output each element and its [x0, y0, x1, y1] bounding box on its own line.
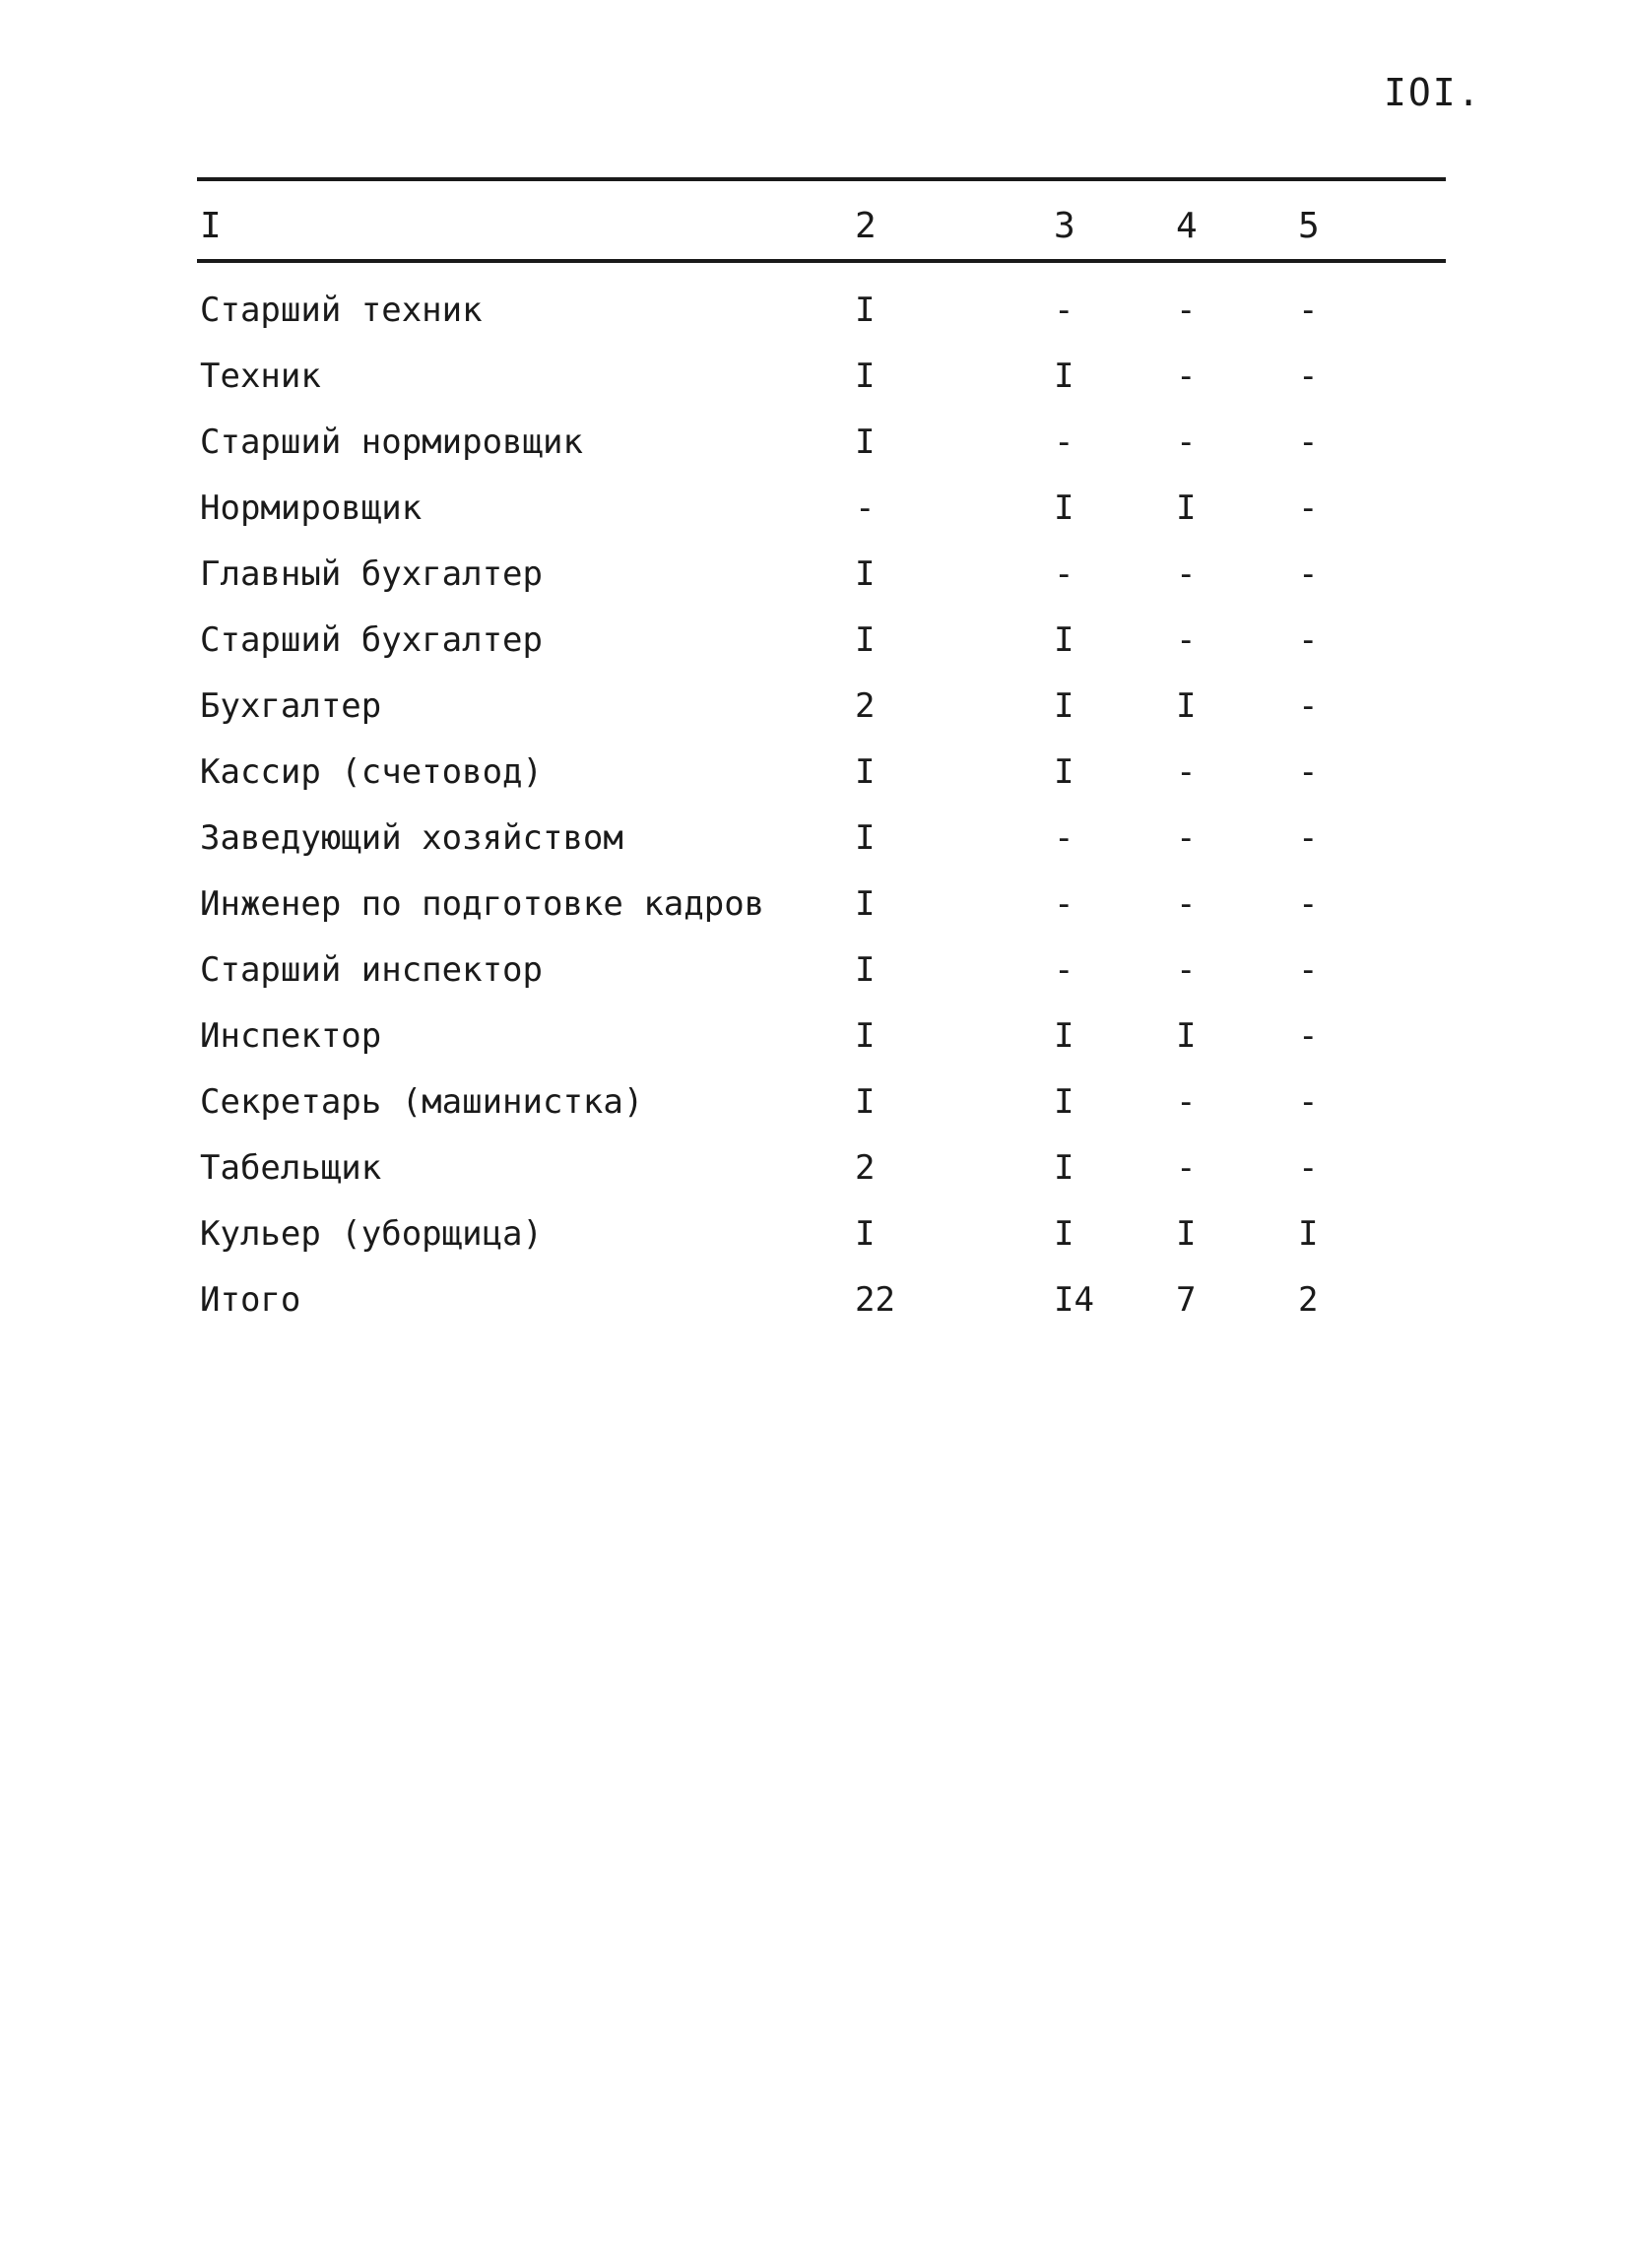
table-row — [0, 1204, 1629, 1264]
count-cell: I — [855, 884, 876, 924]
table-row — [0, 545, 1629, 604]
table-row — [0, 1006, 1629, 1066]
count-cell: I — [855, 1016, 876, 1056]
count-cell: - — [1298, 686, 1319, 726]
table-header-rule — [197, 259, 1446, 263]
position-name-cell: Бухгалтер — [200, 686, 382, 726]
count-cell: - — [1298, 356, 1319, 396]
count-cell: I — [1054, 752, 1075, 792]
count-cell: - — [1176, 752, 1197, 792]
count-cell: - — [1176, 356, 1197, 396]
count-cell: I4 — [1054, 1280, 1094, 1320]
position-name-cell: Нормировщик — [200, 488, 423, 528]
count-cell: I — [855, 752, 876, 792]
count-cell: - — [1298, 884, 1319, 924]
count-cell: I — [1176, 686, 1197, 726]
count-cell: - — [1176, 1148, 1197, 1188]
count-cell: I — [855, 356, 876, 396]
count-cell: I — [855, 291, 876, 330]
count-cell: - — [1298, 1082, 1319, 1122]
table-header-row — [0, 197, 1629, 256]
table-row — [0, 1270, 1629, 1329]
count-cell: - — [1176, 818, 1197, 858]
count-cell: - — [1176, 950, 1197, 990]
count-cell: - — [1054, 884, 1075, 924]
table-top-rule — [197, 177, 1446, 181]
count-cell: I — [1176, 1214, 1197, 1254]
count-cell: I — [855, 950, 876, 990]
position-name-cell: Старший нормировщик — [200, 422, 583, 462]
table-row — [0, 611, 1629, 670]
count-cell: - — [1176, 1082, 1197, 1122]
count-cell: I — [1176, 488, 1197, 528]
count-cell: - — [1054, 291, 1075, 330]
count-cell: - — [1054, 554, 1075, 594]
count-cell: I — [1176, 1016, 1197, 1056]
position-name-cell: Инспектор — [200, 1016, 382, 1056]
position-name-cell: Старший инспектор — [200, 950, 543, 990]
count-cell: - — [1298, 1148, 1319, 1188]
position-name-cell: Заведующий хозяйством — [200, 818, 623, 858]
count-cell: - — [1298, 488, 1319, 528]
page-number: IOI. — [1384, 71, 1482, 114]
count-cell: - — [1298, 620, 1319, 660]
count-cell: I — [1054, 686, 1075, 726]
table-row — [0, 281, 1629, 340]
position-name-cell: Инженер по подготовке кадров — [200, 884, 765, 924]
header-col-1: I — [200, 206, 222, 246]
count-cell: - — [1298, 554, 1319, 594]
count-cell: I — [855, 818, 876, 858]
count-cell: I — [855, 554, 876, 594]
count-cell: - — [1176, 554, 1197, 594]
count-cell: 22 — [855, 1280, 895, 1320]
count-cell: - — [1298, 752, 1319, 792]
table-row — [0, 1072, 1629, 1132]
count-cell: I — [1298, 1214, 1319, 1254]
table-row — [0, 940, 1629, 1000]
count-cell: I — [1054, 620, 1075, 660]
table-row — [0, 743, 1629, 802]
header-col-3: 3 — [1054, 206, 1075, 246]
count-cell: - — [1176, 422, 1197, 462]
count-cell: - — [1054, 950, 1075, 990]
count-cell: I — [1054, 488, 1075, 528]
count-cell: - — [1176, 884, 1197, 924]
position-name-cell: Секретарь (машинистка) — [200, 1082, 644, 1122]
count-cell: I — [1054, 356, 1075, 396]
count-cell: I — [1054, 1016, 1075, 1056]
header-col-4: 4 — [1176, 206, 1198, 246]
count-cell: I — [855, 1082, 876, 1122]
table-row — [0, 347, 1629, 406]
count-cell: I — [855, 422, 876, 462]
count-cell: I — [1054, 1148, 1075, 1188]
position-name-cell: Итого — [200, 1280, 301, 1320]
count-cell: 7 — [1176, 1280, 1197, 1320]
count-cell: - — [1298, 818, 1319, 858]
count-cell: - — [1298, 1016, 1319, 1056]
header-col-5: 5 — [1298, 206, 1320, 246]
count-cell: I — [1054, 1082, 1075, 1122]
count-cell: - — [855, 488, 876, 528]
table-row — [0, 413, 1629, 472]
position-name-cell: Главный бухгалтер — [200, 554, 543, 594]
table-row — [0, 479, 1629, 538]
table-row — [0, 1138, 1629, 1198]
position-name-cell: Кульер (уборщица) — [200, 1214, 543, 1254]
table-row — [0, 809, 1629, 868]
position-name-cell: Техник — [200, 356, 321, 396]
count-cell: I — [855, 620, 876, 660]
count-cell: I — [855, 1214, 876, 1254]
count-cell: 2 — [1298, 1280, 1319, 1320]
count-cell: - — [1176, 620, 1197, 660]
table-row — [0, 875, 1629, 934]
count-cell: - — [1176, 291, 1197, 330]
position-name-cell: Старший бухгалтер — [200, 620, 543, 660]
header-col-2: 2 — [855, 206, 877, 246]
position-name-cell: Табельщик — [200, 1148, 382, 1188]
table-row — [0, 677, 1629, 736]
count-cell: - — [1298, 422, 1319, 462]
count-cell: I — [1054, 1214, 1075, 1254]
count-cell: 2 — [855, 686, 876, 726]
position-name-cell: Кассир (счетовод) — [200, 752, 543, 792]
count-cell: 2 — [855, 1148, 876, 1188]
position-name-cell: Старший техник — [200, 291, 483, 330]
count-cell: - — [1054, 818, 1075, 858]
count-cell: - — [1054, 422, 1075, 462]
count-cell: - — [1298, 291, 1319, 330]
count-cell: - — [1298, 950, 1319, 990]
